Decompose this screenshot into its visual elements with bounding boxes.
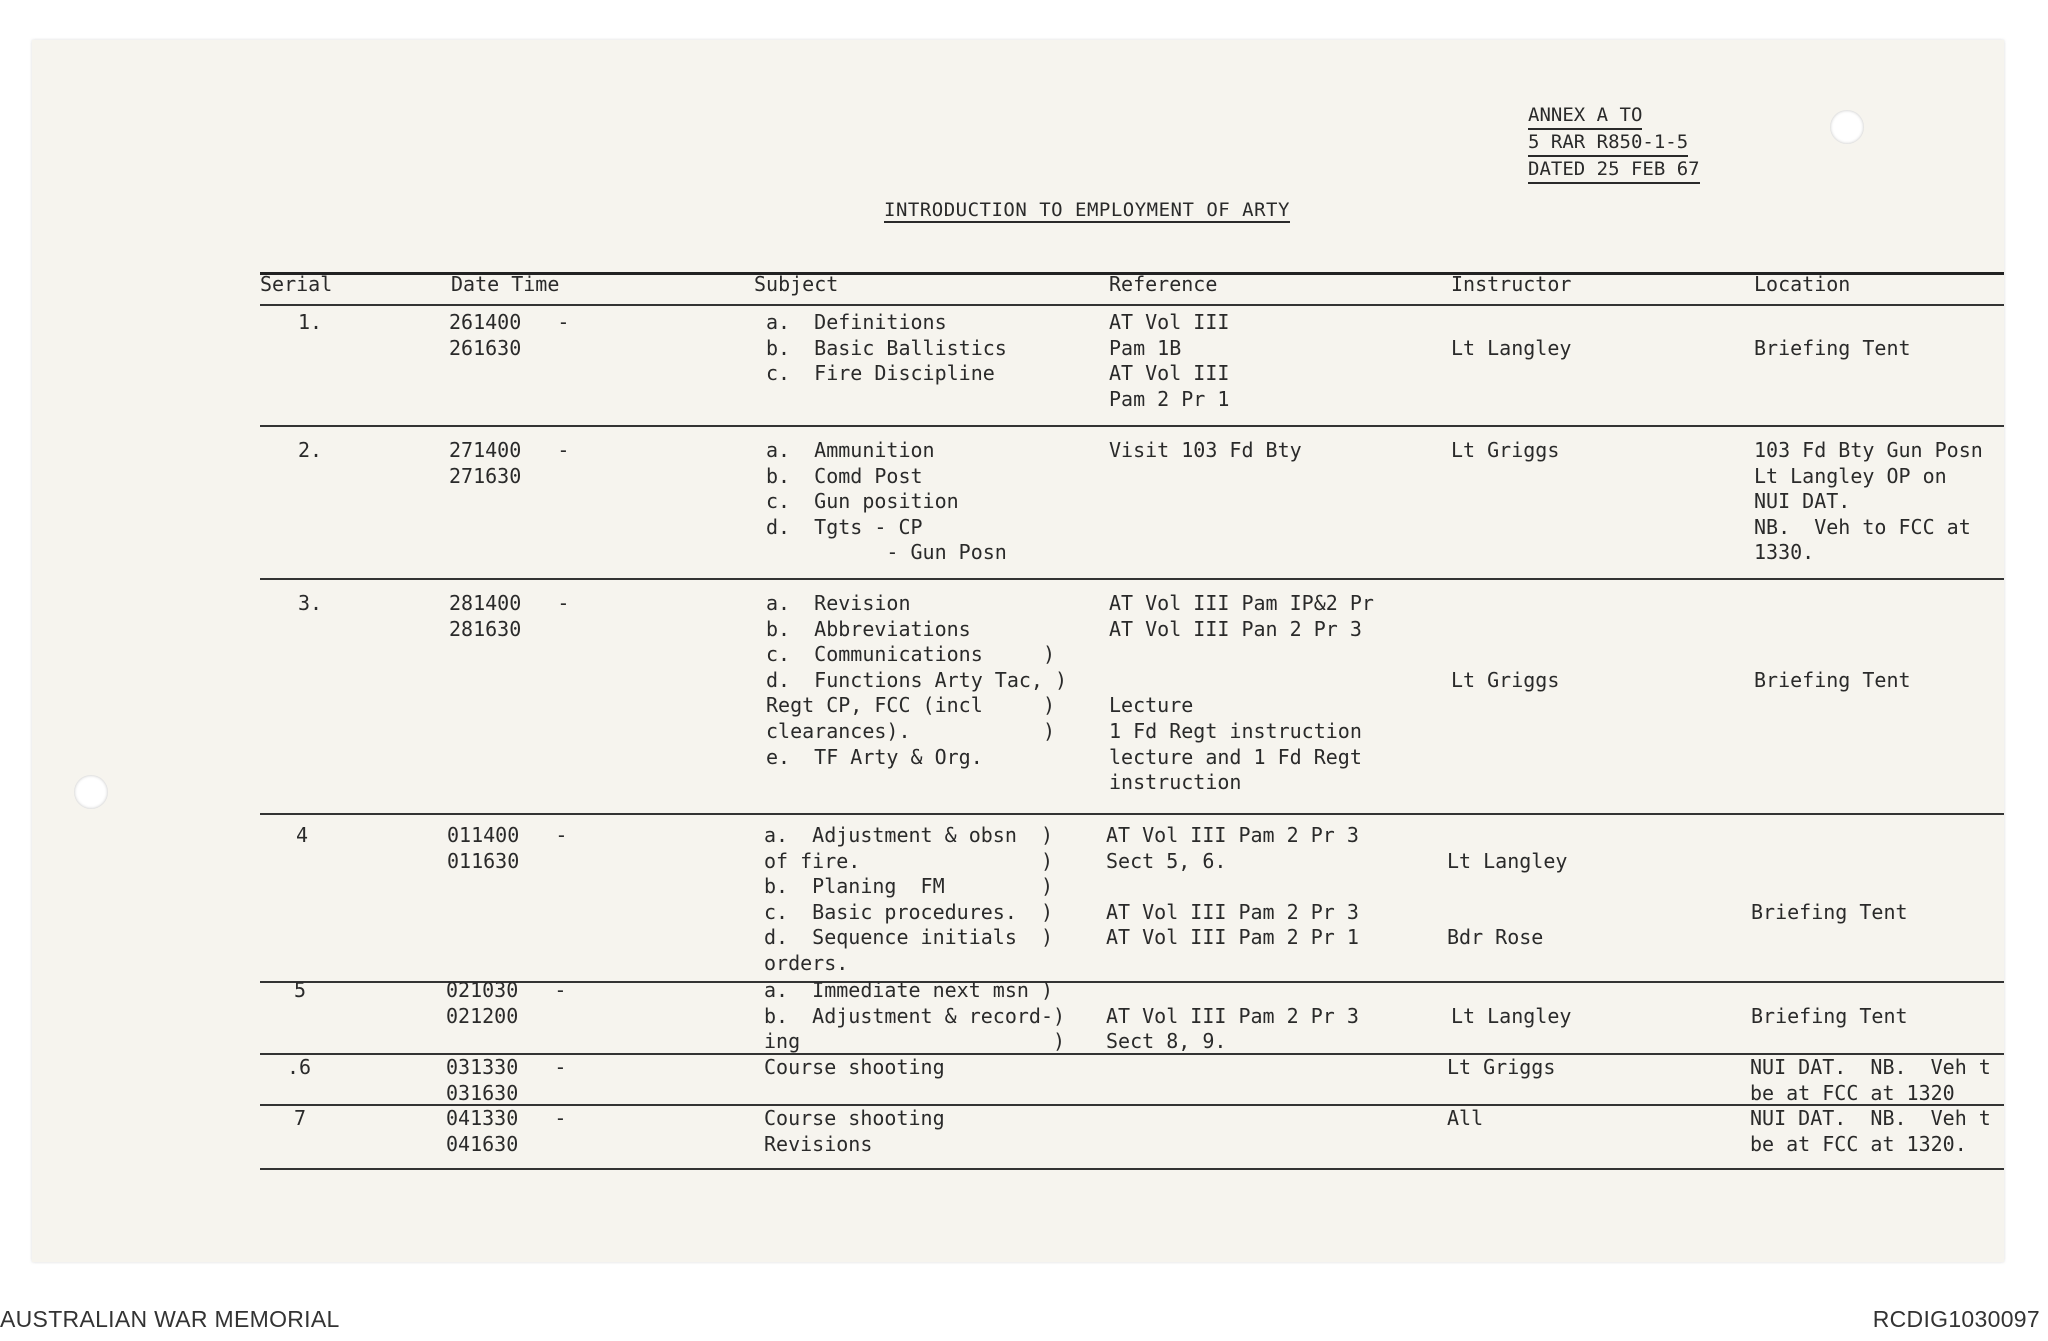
cell-instructor: Lt Griggs	[1447, 1055, 1556, 1079]
annex-line: ANNEX A TO	[1528, 103, 1642, 130]
cell-subject: a. Adjustment & obsn ) of fire. ) b. Planing FM ) c. Basic procedures. ) d. Sequence initials ) orders.	[764, 823, 1053, 975]
cell-location: Briefing Tent	[1754, 335, 1911, 360]
cell-serial: 2.	[298, 438, 323, 462]
cell-serial: .6	[287, 1055, 312, 1079]
table-rule	[260, 304, 2004, 306]
cell-instructor: Lt Griggs	[1451, 667, 1560, 692]
table-rule	[260, 813, 2004, 815]
cell-datetime: 261400 - 261630	[449, 310, 570, 360]
cell-subject: a. Definitions b. Basic Ballistics c. Fire Discipline	[766, 310, 1007, 386]
header-serial: Serial	[260, 272, 333, 296]
cell-serial: 5	[294, 978, 307, 1002]
document-title: INTRODUCTION TO EMPLOYMENT OF ARTY	[884, 199, 1290, 221]
cell-location: 103 Fd Bty Gun Posn Lt Langley OP on NUI DAT. NB. Veh to FCC at 1330.	[1754, 438, 1983, 565]
cell-serial: 1.	[298, 310, 323, 334]
cell-datetime: 011400 - 011630	[447, 823, 568, 873]
footer-id: RCDIG1030097	[1872, 1306, 2040, 1332]
cell-location: Briefing Tent	[1751, 899, 1908, 924]
cell-reference: AT Vol III Pam 2 Pr 3 Sect 8, 9.	[1106, 1003, 1359, 1054]
annex-line: 5 RAR R850-1-5	[1528, 130, 1688, 157]
cell-reference: AT Vol III Pam 1B AT Vol III Pam 2 Pr 1	[1109, 310, 1230, 411]
cell-datetime: 031330 - 031630	[446, 1055, 567, 1105]
cell-datetime: 041330 - 041630	[446, 1106, 567, 1156]
header-datetime: Date Time	[451, 272, 560, 296]
cell-subject: Course shooting Revisions	[764, 1106, 945, 1156]
cell-location: NUI DAT. NB. Veh t be at FCC at 1320	[1750, 1055, 1991, 1105]
cell-instructor: Lt Langley	[1451, 335, 1572, 360]
cell-location: Briefing Tent	[1754, 667, 1911, 692]
punch-hole	[1830, 110, 1864, 144]
cell-subject: a. Immediate next msn ) b. Adjustment & record-) ing )	[764, 978, 1066, 1054]
annex-reference	[1528, 103, 1700, 184]
header-reference: Reference	[1109, 272, 1218, 296]
footer-source: AUSTRALIAN WAR MEMORIAL	[0, 1306, 340, 1332]
header-subject: Subject	[754, 272, 839, 296]
cell-instructor: Lt Griggs	[1451, 438, 1560, 462]
annex-line: DATED 25 FEB 67	[1528, 157, 1700, 184]
table-rule	[260, 425, 2004, 427]
cell-reference: AT Vol III Pam 2 Pr 3 Sect 5, 6. AT Vol III Pam 2 Pr 3 AT Vol III Pam 2 Pr 1	[1106, 823, 1359, 950]
header-location: Location	[1754, 272, 1851, 296]
cell-subject: Course shooting	[764, 1055, 945, 1079]
cell-instructor: All	[1447, 1106, 1484, 1130]
cell-reference: AT Vol III Pam IP&2 Pr AT Vol III Pan 2 Pr 3 Lecture 1 Fd Regt instruction lecture and 1 Fd Regt instruction	[1109, 591, 1374, 795]
cell-reference: Visit 103 Fd Bty	[1109, 438, 1302, 462]
cell-instructor: Lt Langley Bdr Rose	[1447, 848, 1568, 950]
cell-serial: 4	[296, 823, 309, 847]
punch-hole	[74, 775, 108, 809]
cell-subject: a. Ammunition b. Comd Post c. Gun position d. Tgts - CP - Gun Posn	[766, 438, 1007, 565]
header-instructor: Instructor	[1451, 272, 1572, 296]
cell-subject: a. Revision b. Abbreviations c. Communications ) d. Functions Arty Tac, ) Regt CP, FCC (incl ) clearances). ) e. TF Arty & Org.	[766, 591, 1068, 769]
cell-datetime: 281400 - 281630	[449, 591, 570, 641]
cell-serial: 7	[294, 1106, 307, 1130]
cell-serial: 3.	[298, 591, 323, 615]
cell-location: NUI DAT. NB. Veh t be at FCC at 1320.	[1750, 1106, 1991, 1156]
table-rule	[260, 578, 2004, 580]
cell-instructor: Lt Langley	[1451, 1003, 1572, 1028]
table-rule	[260, 1168, 2004, 1170]
cell-datetime: 271400 - 271630	[449, 438, 570, 488]
cell-location: Briefing Tent	[1751, 1003, 1908, 1028]
cell-datetime: 021030 - 021200	[446, 978, 567, 1028]
